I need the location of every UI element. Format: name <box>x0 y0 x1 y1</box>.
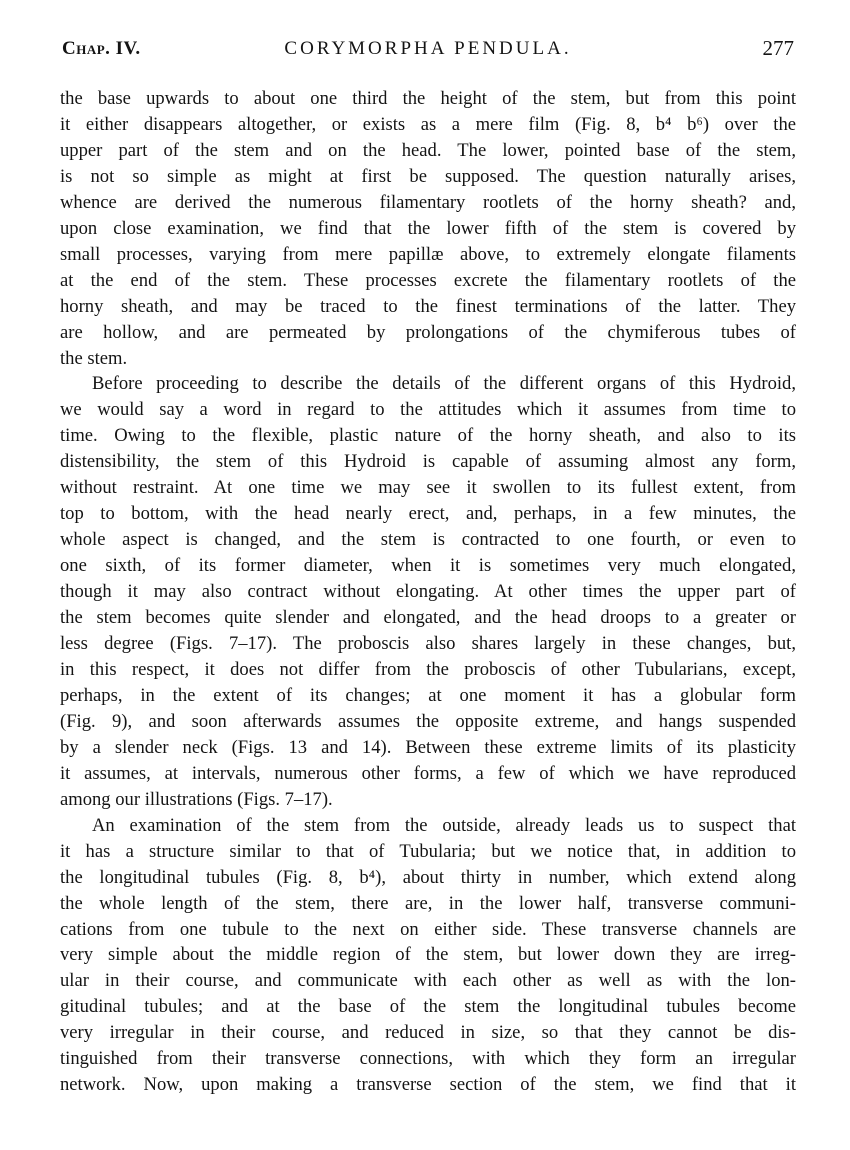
text-line: distensibility, the stem of this Hydroid is capable of assuming almost any form, <box>60 451 796 473</box>
text-line: it either disappears altogether, or exists as a mere film (Fig. 8, b⁴ b⁶) over the <box>60 113 796 135</box>
text-line: An examination of the stem from the outside, already leads us to suspect that <box>92 814 796 836</box>
text-line: whole aspect is changed, and the stem is contracted to one fourth, or even to <box>60 529 796 551</box>
text-line: by a slender neck (Figs. 13 and 14). Between these extreme limits of its plasticity <box>60 736 796 758</box>
text-line: ular in their course, and communicate with each other as well as with the lon- <box>60 970 796 992</box>
text-line: is not so simple as might at first be supposed. The question naturally arises, <box>60 165 796 187</box>
body-text <box>60 86 796 1098</box>
text-line: tinguished from their transverse connections, with which they form an irregular <box>60 1048 796 1070</box>
text-line: without restraint. At one time we may see it swollen to its fullest extent, from <box>60 477 796 499</box>
running-header <box>62 36 794 64</box>
text-line: it assumes, at intervals, numerous other forms, a few of which we have reproduced <box>60 762 796 784</box>
text-line: among our illustrations (Figs. 7–17). <box>60 788 333 810</box>
text-line: are hollow, and are permeated by prolongations of the chymiferous tubes of <box>60 321 796 343</box>
text-line: at the end of the stem. These processes excrete the filamentary rootlets of the <box>60 269 796 291</box>
text-line: the stem becomes quite slender and elongated, and the head droops to a greater or <box>60 607 796 629</box>
text-line: very simple about the middle region of the stem, but lower down they are irreg- <box>60 944 796 966</box>
text-line: upon close examination, we find that the lower fifth of the stem is covered by <box>60 217 796 239</box>
text-line: small processes, varying from mere papillæ above, to extremely elongate filaments <box>60 243 796 265</box>
text-line: (Fig. 9), and soon afterwards assumes the opposite extreme, and hangs suspended <box>60 710 796 732</box>
text-line: top to bottom, with the head nearly erect, and, perhaps, in a few minutes, the <box>60 503 796 525</box>
text-line: cations from one tubule to the next on either side. These transverse channels are <box>60 918 796 940</box>
text-line: gitudinal tubules; and at the base of the stem the longitudinal tubules become <box>60 996 796 1018</box>
text-line: very irregular in their course, and reduced in size, so that they cannot be dis- <box>60 1022 796 1044</box>
text-line: the whole length of the stem, there are, in the lower half, transverse communi- <box>60 892 796 914</box>
text-line: Before proceeding to describe the details of the different organs of this Hydroid, <box>92 373 796 395</box>
text-line: less degree (Figs. 7–17). The proboscis also shares largely in these changes, but, <box>60 633 796 655</box>
text-line: we would say a word in regard to the attitudes which it assumes from time to <box>60 399 796 421</box>
text-line: the longitudinal tubules (Fig. 8, b⁴), about thirty in number, which extend along <box>60 866 796 888</box>
page-number: 277 <box>762 36 794 60</box>
text-line: one sixth, of its former diameter, when it is sometimes very much elongated, <box>60 555 796 577</box>
text-line: whence are derived the numerous filamentary rootlets of the horny sheath? and, <box>60 191 796 213</box>
text-line: in this respect, it does not differ from the proboscis of other Tubularians, except, <box>60 658 796 680</box>
chapter-label: Chap. IV. <box>62 38 141 59</box>
running-title: CORYMORPHA PENDULA. <box>284 38 572 59</box>
text-line: it has a structure similar to that of Tubularia; but we notice that, in addition to <box>60 840 796 862</box>
text-line: time. Owing to the flexible, plastic nature of the horny sheath, and also to its <box>60 425 796 447</box>
text-line: perhaps, in the extent of its changes; at one moment it has a globular form <box>60 684 796 706</box>
text-line: horny sheath, and may be traced to the finest terminations of the latter. They <box>60 295 796 317</box>
text-line: the stem. <box>60 347 128 369</box>
text-line: network. Now, upon making a transverse section of the stem, we find that it <box>60 1074 796 1096</box>
text-line: though it may also contract without elongating. At other times the upper part of <box>60 581 796 603</box>
text-line: upper part of the stem and on the head. The lower, pointed base of the stem, <box>60 139 796 161</box>
text-line: the base upwards to about one third the height of the stem, but from this point <box>60 88 796 109</box>
